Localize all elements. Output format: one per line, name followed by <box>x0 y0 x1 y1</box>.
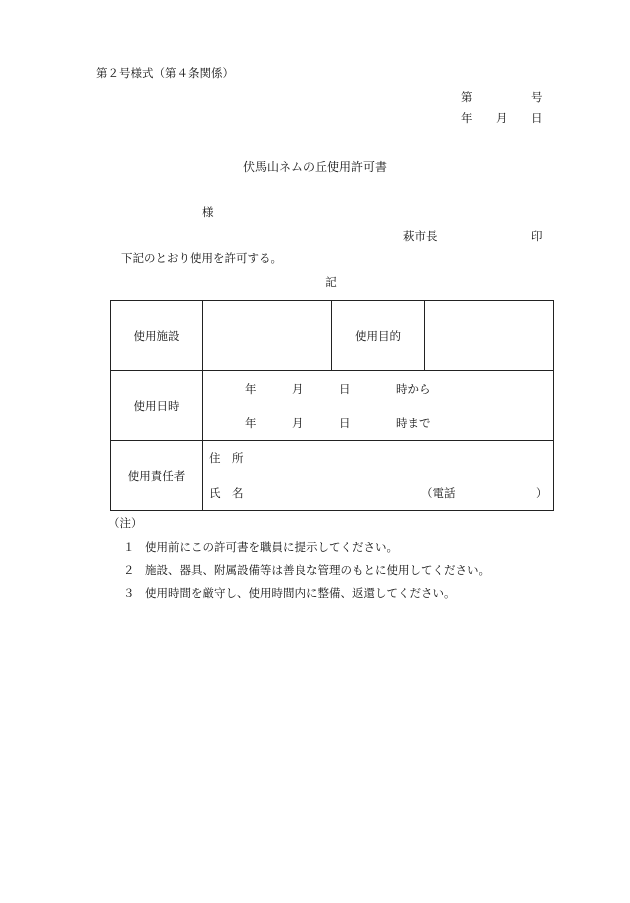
issuer-name: 萩市長 <box>403 229 438 243</box>
seal-mark: 印 <box>531 229 543 243</box>
end-month: 月 <box>292 416 304 430</box>
ki-heading: 記 <box>325 275 337 289</box>
note-number: １ <box>123 540 135 554</box>
responsible-value <box>203 441 554 511</box>
notes-heading: （注） <box>108 516 143 530</box>
note-text: 使用前にこの許可書を職員に提示してください。 <box>145 540 398 554</box>
purpose-value <box>425 301 554 371</box>
note-item <box>123 565 490 577</box>
end-day: 日 <box>339 416 351 430</box>
address-label: 住 所 <box>209 451 244 465</box>
permit-number-suffix: 号 <box>531 90 543 104</box>
note-number: ３ <box>123 586 135 600</box>
addressee-honorific: 様 <box>202 205 214 219</box>
phone-open: （電話 <box>421 486 456 500</box>
issue-year-label: 年 <box>461 111 473 125</box>
facility-label: 使用施設 <box>111 301 203 371</box>
start-month: 月 <box>292 382 304 396</box>
note-text: 施設、器具、附属設備等は善良な管理のもとに使用してください。 <box>145 563 490 577</box>
phone-close: ） <box>536 486 548 500</box>
facility-value <box>203 301 332 371</box>
note-text: 使用時間を厳守し、使用時間内に整備、返還してください。 <box>145 586 456 600</box>
note-item <box>123 588 456 600</box>
issue-month-label: 月 <box>496 111 508 125</box>
responsible-label: 使用責任者 <box>111 441 203 511</box>
permit-table <box>110 300 554 511</box>
end-year: 年 <box>245 416 257 430</box>
responsible-row <box>111 441 554 511</box>
issue-day-label: 日 <box>531 111 543 125</box>
start-day: 日 <box>339 382 351 396</box>
document-title: 伏馬山ネムの丘使用許可書 <box>242 160 387 174</box>
facility-row <box>111 301 554 371</box>
note-number: ２ <box>123 563 135 577</box>
datetime-label: 使用日時 <box>111 371 203 441</box>
start-year: 年 <box>245 382 257 396</box>
form-number-label: 第２号様式（第４条関係） <box>96 66 234 80</box>
start-time: 時から <box>396 382 431 396</box>
purpose-label: 使用目的 <box>332 301 425 371</box>
note-item <box>123 542 398 554</box>
end-time: 時まで <box>396 416 431 430</box>
intro-text: 下記のとおり使用を許可する。 <box>121 251 282 265</box>
datetime-row <box>111 371 554 441</box>
datetime-value <box>203 371 554 441</box>
name-label: 氏 名 <box>209 486 244 500</box>
permit-number-prefix: 第 <box>461 90 473 104</box>
